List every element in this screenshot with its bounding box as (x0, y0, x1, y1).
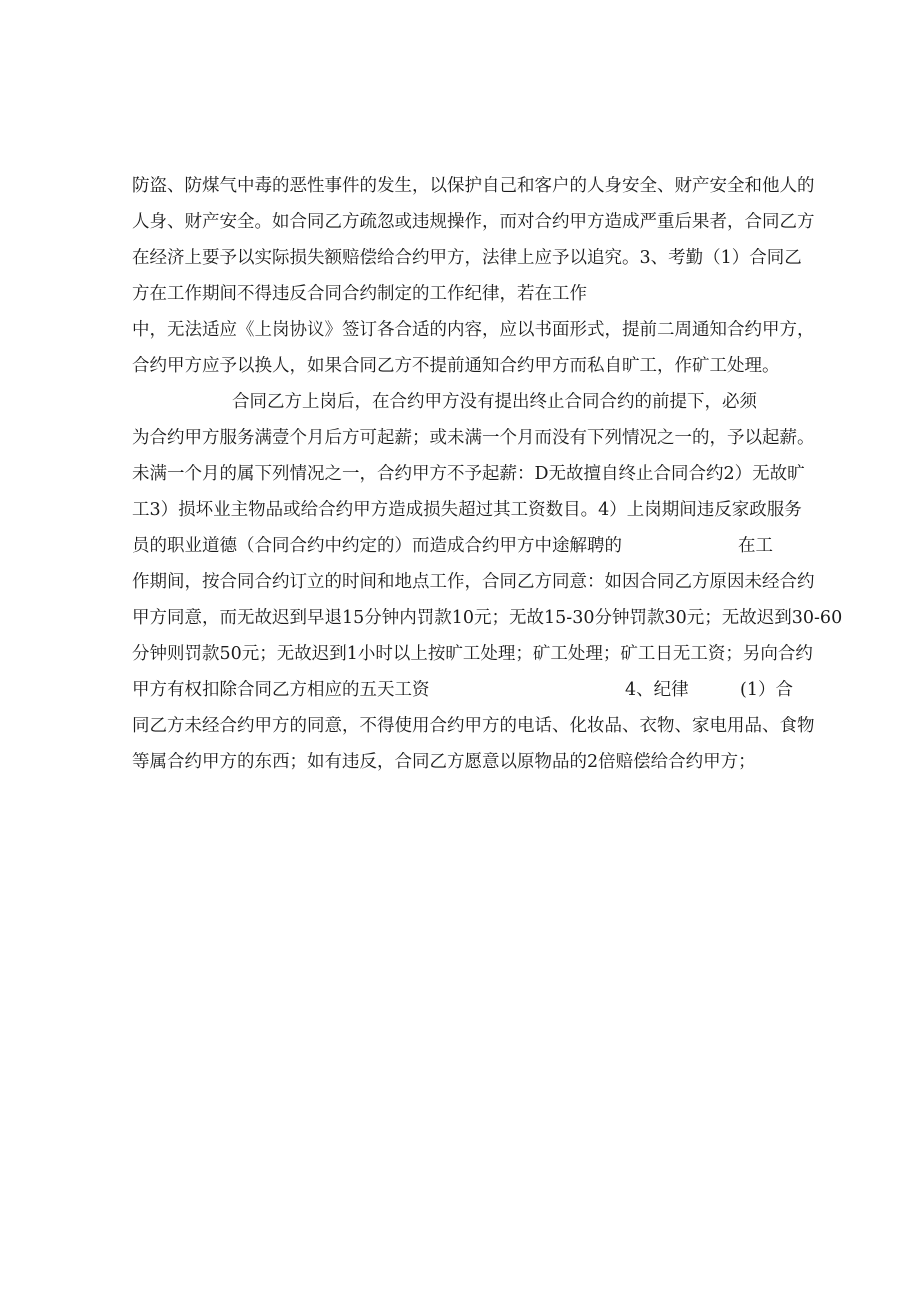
text-line: 员的职业道德（合同合约中约定的）而造成合约甲方中途解聘的 (132, 536, 622, 556)
text-line: 同乙方未经合约甲方的同意，不得使用合约甲方的电话、化妆品、衣物、家电用品、食物 (132, 716, 815, 736)
text-line: 分钟则罚款50元；无故迟到1小时以上按旷工处理；矿工处理；矿工日无工资；另向合约 (132, 644, 813, 664)
text-line: 人身、财产安全。如合同乙方疏忽或违规操作，而对合约甲方造成严重后果者，合同乙方 (132, 212, 815, 232)
text-fragment: (1）合 (740, 680, 793, 700)
text-fragment: 在工 (738, 536, 773, 556)
text-line: 甲方同意，而无故迟到早退15分钟内罚款10元；无故15-30分钟罚款30元；无故迟到30-60 (132, 608, 843, 628)
text-line: 作期间，按合同合约订立的时间和地点工作，合同乙方同意：如因合同乙方原因未经合约 (132, 572, 815, 592)
text-line: 未满一个月的属下列情况之一，合约甲方不予起薪：D无故擅自终止合同合约2）无故旷 (132, 464, 805, 484)
text-line: 工3）损坏业主物品或给合约甲方造成损失超过其工资数目。4）上岗期间违反家政服务 (132, 500, 802, 520)
text-line: 在经济上要予以实际损失额赔偿给合约甲方，法律上应予以追究。3、考勤（1）合同乙 (132, 248, 802, 268)
text-line: 为合约甲方服务满壹个月后方可起薪；或未满一个月而没有下列情况之一的，予以起薪。 (132, 428, 815, 448)
text-line: 防盗、防煤气中毒的恶性事件的发生，以保护自己和客户的人身安全、财产安全和他人的 (132, 176, 815, 196)
text-line: 等属合约甲方的东西；如有违反，合同乙方愿意以原物品的2倍赔偿给合约甲方； (132, 752, 756, 772)
indented-paragraph-line: 合同乙方上岗后，在合约甲方没有提出终止合同合约的前提下，必须 (232, 392, 757, 412)
text-line: 方在工作期间不得违反合同合约制定的工作纪律，若在工作 (132, 284, 587, 304)
text-line: 合约甲方应予以换人，如果合同乙方不提前通知合约甲方而私自旷工，作矿工处理。 (132, 356, 780, 376)
section-heading-discipline: 4、纪律 (625, 680, 689, 700)
text-line: 甲方有权扣除合同乙方相应的五天工资 (132, 680, 430, 700)
text-line: 中，无法适应《上岗协议》签订各合适的内容，应以书面形式，提前二周通知合约甲方， (132, 320, 815, 340)
